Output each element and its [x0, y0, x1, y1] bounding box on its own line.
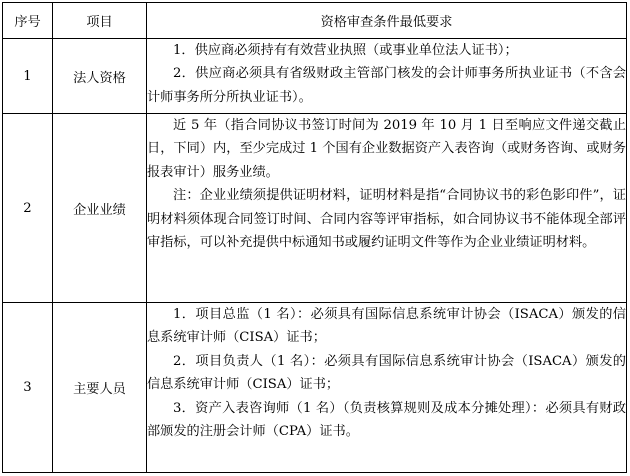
table-header-row [3, 3, 627, 39]
row-number: 3 [3, 303, 53, 473]
header-no: 序号 [3, 3, 53, 39]
table-row [3, 114, 627, 303]
qualification-table [2, 2, 627, 473]
requirement-text: 近 5 年（指合同协议书签订时间为 2019 年 10 月 1 日至响应文件递交截止日，下同）内，至少完成过 1 个国有企业数据资产入表咨询（或财务咨询、或财务报表审计）服务业绩。 [147, 118, 626, 180]
requirement-text: 1．供应商必须持有有效营业执照（或事业单位法人证书）； [173, 43, 518, 58]
row-requirements [147, 303, 627, 473]
row-number: 2 [3, 114, 53, 303]
requirement-text: 2．项目负责人（1 名）：必须具有国际信息系统审计协会（ISACA）颁发的信息系统审计师（CISA）证书； [147, 353, 626, 393]
row-item: 法人资格 [53, 39, 147, 114]
header-item: 项目 [53, 3, 147, 39]
header-requirements: 资格审查条件最低要求 [147, 3, 627, 39]
row-requirements [147, 39, 627, 114]
table-row [3, 303, 627, 473]
requirement-text: 3．资产入表咨询师（1 名）（负责核算规则及成本分摊处理）：必须具有财政部颁发的注册会计师（CPA）证书。 [147, 400, 626, 440]
requirement-text: 2．供应商必须具有省级财政主管部门核发的会计师事务所执业证书（不含会计师事务所分所执业证书）。 [147, 66, 626, 105]
row-number: 1 [3, 39, 53, 114]
row-item: 企业业绩 [53, 114, 147, 303]
row-requirements [147, 114, 627, 303]
requirement-text: 注：企业业绩须提供证明材料，证明材料是指“合同协议书的彩色影印件”，证明材料须体现合同签订时间、合同内容等评审指标，如合同协议书不能体现全部评审指标，可以补充提供中标通知书或履约证明文件等作为企业业绩证明材料。 [147, 188, 626, 251]
requirement-text: 1．项目总监（1 名）：必须具有国际信息系统审计协会（ISACA）颁发的信息系统审计师（CISA）证书； [147, 307, 626, 346]
table-row [3, 39, 627, 114]
row-item: 主要人员 [53, 303, 147, 473]
